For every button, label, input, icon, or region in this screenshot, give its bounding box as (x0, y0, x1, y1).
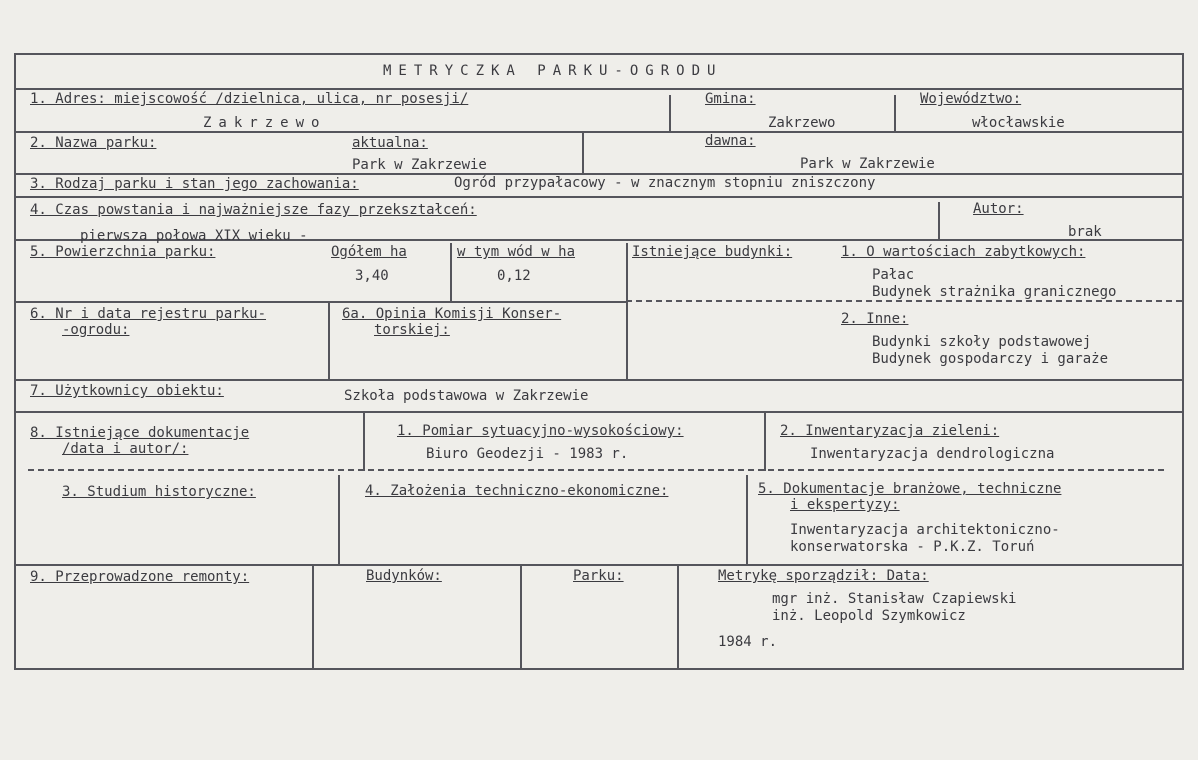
area-total-value: 3,40 (355, 268, 389, 284)
rule-row3 (14, 196, 1184, 198)
frame-right (1182, 53, 1184, 670)
branch-docs-label-line1: 5. Dokumentacje branżowe, techniczne (758, 481, 1062, 497)
other-building-item: Budynek gospodarczy i garaże (872, 351, 1109, 367)
sep-row8-b (764, 413, 766, 471)
greenery-inventory-label: 2. Inwentaryzacja zieleni: (780, 423, 1000, 439)
documentation-label-line2: /data i autor/: (62, 441, 189, 457)
water-area-label: w tym wód w ha (457, 244, 576, 260)
repairs-park-label: Parku: (573, 568, 624, 584)
address-label: 1. Adres: miejscowość /dzielnica, ulica, nr posesji/ (30, 91, 469, 107)
rule-title (14, 88, 1184, 90)
other-buildings-label: 2. Inne: (841, 311, 909, 327)
current-name-value: Park w Zakrzewie (352, 157, 487, 173)
rule-row7 (14, 411, 1184, 413)
register-label-line1: 6. Nr i data rejestru parku- (30, 306, 267, 322)
survey-value: Biuro Geodezji - 1983 r. (426, 446, 629, 462)
park-type-value: Ogród przypałacowy - w znacznym stopniu zniszczony (454, 175, 876, 191)
address-value: Zakrzewo (203, 115, 327, 131)
commission-opinion-line2: torskiej: (374, 322, 450, 338)
card-title: METRYCZKA PARKU-OGRODU (383, 63, 723, 79)
sep-row5-b (626, 243, 628, 379)
technical-economic-label: 4. Założenia techniczno-ekonomiczne: (365, 483, 669, 499)
preparer-name: mgr inż. Stanisław Czapiewski (772, 591, 1017, 607)
branch-docs-value-line1: Inwentaryzacja architektoniczno- (790, 522, 1060, 538)
sep-row8-c (338, 475, 340, 564)
repairs-label: 9. Przeprowadzone remonty: (30, 569, 250, 585)
area-total-label: Ogółem ha (331, 244, 407, 260)
users-value: Szkoła podstawowa w Zakrzewie (344, 388, 589, 404)
sep-row6 (328, 303, 330, 379)
sep-row8-a (363, 413, 365, 471)
sep-row1-a (669, 95, 671, 131)
preparer-name: inż. Leopold Szymkowicz (772, 608, 966, 624)
sep-row2 (582, 133, 584, 173)
historic-building-item: Budynek strażnika granicznego (872, 284, 1117, 300)
prepared-by-label: Metrykę sporządził: Data: (718, 568, 929, 584)
gmina-value: Zakrzewo (768, 115, 836, 131)
historic-buildings-label: 1. O wartościach zabytkowych: (841, 244, 1086, 260)
sep-row9-c (677, 566, 679, 668)
frame-left (14, 53, 16, 670)
author-label: Autor: (973, 201, 1024, 217)
branch-docs-value-line2: konserwatorska - P.K.Z. Toruń (790, 539, 1035, 555)
register-label-line2: -ogrodu: (62, 322, 130, 338)
rule-dashed-buildings (626, 300, 1182, 302)
current-name-label: aktualna: (352, 135, 428, 151)
repairs-buildings-label: Budynków: (366, 568, 442, 584)
historic-building-item: Pałac (872, 267, 915, 283)
sep-row9-a (312, 566, 314, 668)
sep-row8-d (746, 475, 748, 564)
other-building-item: Budynki szkoły podstawowej (872, 334, 1092, 350)
gmina-label: Gmina: (705, 91, 756, 107)
wojewodztwo-label: Województwo: (920, 91, 1022, 107)
buildings-label: Istniejące budynki: (632, 244, 793, 260)
former-name-label: dawna: (705, 133, 756, 149)
branch-docs-label-line2: i ekspertyzy: (790, 497, 900, 513)
commission-opinion-line1: 6a. Opinia Komisji Konser- (342, 306, 562, 322)
survey-label: 1. Pomiar sytuacyjno-wysokościowy: (397, 423, 684, 439)
prepared-year: 1984 r. (718, 634, 778, 650)
park-type-label: 3. Rodzaj parku i stan jego zachowania: (30, 176, 359, 192)
frame-top (14, 53, 1184, 55)
sep-row5-a (450, 243, 452, 301)
sep-row1-b (894, 95, 896, 131)
frame-bottom (14, 668, 1184, 670)
park-name-label: 2. Nazwa parku: (30, 135, 157, 151)
sep-row9-b (520, 566, 522, 668)
rule-row8 (14, 564, 1184, 566)
author-value: brak (1068, 224, 1102, 240)
wojewodztwo-value: włocławskie (972, 115, 1065, 131)
rule-row6 (14, 379, 1184, 381)
greenery-inventory-value: Inwentaryzacja dendrologiczna (810, 446, 1055, 462)
users-label: 7. Użytkownicy obiektu: (30, 383, 224, 399)
creation-time-label: 4. Czas powstania i najważniejsze fazy przekształceń: (30, 202, 477, 218)
rule-row1 (14, 131, 1184, 133)
documentation-label-line1: 8. Istniejące dokumentacje (30, 425, 250, 441)
area-label: 5. Powierzchnia parku: (30, 244, 216, 260)
creation-time-value: pierwsza połowa XIX wieku - (80, 228, 308, 244)
sep-row4 (938, 202, 940, 239)
water-area-value: 0,12 (497, 268, 531, 284)
rule-row5 (14, 301, 626, 303)
former-name-value: Park w Zakrzewie (800, 156, 935, 172)
historical-study-label: 3. Studium historyczne: (62, 484, 256, 500)
rule-dashed-docs (28, 469, 1164, 471)
